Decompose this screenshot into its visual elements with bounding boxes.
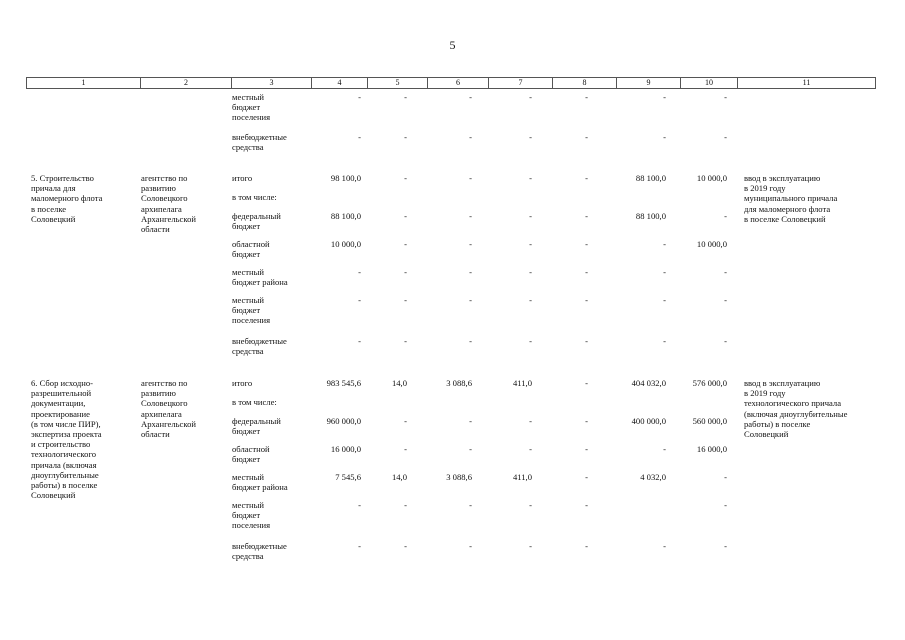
cell-value: 3 088,6 xyxy=(446,472,472,482)
cell-value: - xyxy=(404,211,407,221)
cell-value: - xyxy=(585,541,588,551)
column-header: 7 xyxy=(488,78,552,88)
cell-value: - xyxy=(358,267,361,277)
cell-value: 14,0 xyxy=(391,378,407,388)
cell-value: 10 000,0 xyxy=(696,239,727,249)
row-label: средства xyxy=(232,346,264,357)
cell-value: - xyxy=(404,267,407,277)
column-header: 1 xyxy=(81,78,86,87)
section-agency: архипелага xyxy=(141,203,182,214)
cell-value: - xyxy=(724,336,727,346)
cell-value: 14,0 xyxy=(391,472,407,482)
section-name: (в том числе ПИР), xyxy=(31,418,101,429)
cell-value: 88 100,0 xyxy=(635,211,666,221)
row-label: средства xyxy=(232,142,264,153)
cell-value: - xyxy=(469,444,472,454)
row-label: местный xyxy=(232,295,265,305)
section-agency: Архангельской xyxy=(141,213,196,224)
section-name: работы) в поселке xyxy=(31,480,98,490)
section-name: и строительство xyxy=(31,439,91,450)
cell-value: - xyxy=(358,541,361,551)
cell-value: - xyxy=(404,239,407,249)
cell-value: - xyxy=(358,92,361,102)
cell-value: - xyxy=(663,336,666,346)
section-name: 5. Строительство xyxy=(31,173,94,183)
row-label: областной xyxy=(232,239,270,249)
section-result: (включая дноуглубительные xyxy=(744,408,848,419)
cell-value: 10 000,0 xyxy=(330,239,361,249)
cell-value: - xyxy=(663,92,666,102)
cell-value: - xyxy=(358,336,361,346)
cell-value: - xyxy=(469,336,472,346)
section-name: причала (включая xyxy=(31,459,97,470)
row-label: местный xyxy=(232,92,265,102)
section-result: ввод в эксплуатацию xyxy=(744,173,821,183)
row-label: в том числе: xyxy=(232,397,277,407)
cell-value: - xyxy=(724,267,727,277)
section-name: документации, xyxy=(31,398,86,409)
section-name: технологического xyxy=(31,449,97,460)
section-result: технологического причала xyxy=(744,398,842,409)
cell-value: 983 545,6 xyxy=(326,378,361,388)
cell-value: 400 000,0 xyxy=(631,416,666,426)
section-agency: развитию xyxy=(141,388,176,399)
cell-value: - xyxy=(724,92,727,102)
row-label: внебюджетные xyxy=(232,132,287,142)
cell-value: - xyxy=(404,295,407,305)
cell-value: - xyxy=(529,336,532,346)
row-label: бюджет xyxy=(232,221,261,232)
cell-value: - xyxy=(529,267,532,277)
row-label: местный xyxy=(232,500,265,510)
row-label: бюджет xyxy=(232,249,261,260)
cell-value: - xyxy=(469,132,472,142)
row-label: бюджет xyxy=(232,102,261,113)
cell-value: 10 000,0 xyxy=(696,173,727,183)
cell-value: - xyxy=(404,541,407,551)
row-label: поселения xyxy=(232,315,271,326)
column-header: 6 xyxy=(427,78,488,88)
cell-value: - xyxy=(529,239,532,249)
cell-value: 98 100,0 xyxy=(330,173,361,183)
row-label: поселения xyxy=(232,112,271,123)
cell-value: - xyxy=(585,92,588,102)
cell-value: - xyxy=(469,211,472,221)
section-name: 6. Сбор исходно- xyxy=(31,378,93,388)
cell-value: - xyxy=(469,173,472,183)
section-name: проектирование xyxy=(31,408,90,419)
section-result: Соловецкий xyxy=(744,429,789,439)
row-label: бюджет xyxy=(232,305,261,316)
row-label: бюджет xyxy=(232,454,261,465)
cell-value: - xyxy=(663,541,666,551)
section-agency: архипелага xyxy=(141,408,182,419)
section-agency: агентство по xyxy=(141,173,188,183)
cell-value: 16 000,0 xyxy=(330,444,361,454)
cell-value: - xyxy=(724,472,727,482)
cell-value: 404 032,0 xyxy=(631,378,666,388)
column-header: 2 xyxy=(140,78,231,88)
section-name: Соловецкий xyxy=(31,490,76,501)
cell-value: - xyxy=(724,132,727,142)
cell-value: - xyxy=(404,173,407,183)
cell-value: - xyxy=(404,416,407,426)
cell-value: - xyxy=(358,295,361,305)
cell-value: 411,0 xyxy=(512,378,532,388)
cell-value: - xyxy=(585,267,588,277)
cell-value: - xyxy=(663,267,666,277)
cell-value: - xyxy=(529,92,532,102)
cell-value: - xyxy=(469,416,472,426)
cell-value: - xyxy=(469,295,472,305)
row-label: местный xyxy=(232,267,265,277)
cell-value: 960 000,0 xyxy=(326,416,361,426)
section-agency: агентство по xyxy=(141,378,188,388)
cell-value: - xyxy=(469,541,472,551)
section-result: работы) в поселке xyxy=(744,418,811,429)
cell-value: 16 000,0 xyxy=(696,444,727,454)
row-label: внебюджетные xyxy=(232,336,287,346)
cell-value: - xyxy=(404,444,407,454)
cell-value: - xyxy=(585,173,588,183)
cell-value: - xyxy=(404,336,407,346)
cell-value: - xyxy=(529,211,532,221)
section-name: экспертиза проекта xyxy=(31,429,102,439)
cell-value: - xyxy=(585,239,588,249)
row-label: бюджет района xyxy=(232,482,288,493)
cell-value: - xyxy=(529,173,532,183)
cell-value: - xyxy=(529,416,532,426)
cell-value: - xyxy=(469,267,472,277)
section-result: в поселке Соловецкий xyxy=(744,213,826,224)
cell-value: - xyxy=(529,541,532,551)
row-label: итого xyxy=(232,173,253,183)
cell-value: - xyxy=(724,500,727,510)
cell-value: - xyxy=(585,378,588,388)
section-agency: Соловецкого xyxy=(141,398,188,409)
section-agency: развитию xyxy=(141,183,176,194)
table-header-row xyxy=(26,77,876,89)
cell-value: - xyxy=(663,295,666,305)
section-name: дноуглубительные xyxy=(31,469,99,480)
section-agency: Архангельской xyxy=(141,418,196,429)
cell-value: - xyxy=(663,444,666,454)
cell-value: - xyxy=(585,500,588,510)
section-agency: Соловецкого xyxy=(141,193,188,204)
cell-value: - xyxy=(663,132,666,142)
cell-value: - xyxy=(724,211,727,221)
section-result: для маломерного флота xyxy=(744,203,831,214)
column-header: 4 xyxy=(311,78,367,88)
row-label: в том числе: xyxy=(232,192,277,202)
cell-value: - xyxy=(469,92,472,102)
row-label: внебюджетные xyxy=(232,541,287,551)
section-name: Соловецкий xyxy=(31,213,76,224)
cell-value: 7 545,6 xyxy=(335,472,361,482)
cell-value: - xyxy=(585,211,588,221)
cell-value: 88 100,0 xyxy=(330,211,361,221)
section-result: в 2019 году xyxy=(744,388,786,399)
cell-value: - xyxy=(529,295,532,305)
cell-value: 411,0 xyxy=(512,472,532,482)
row-label: бюджет xyxy=(232,510,261,521)
cell-value: - xyxy=(585,295,588,305)
cell-value: - xyxy=(529,444,532,454)
cell-value: - xyxy=(585,472,588,482)
section-result: в 2019 году xyxy=(744,183,786,194)
row-label: бюджет района xyxy=(232,277,288,288)
cell-value: - xyxy=(469,239,472,249)
cell-value: - xyxy=(663,239,666,249)
cell-value: - xyxy=(358,132,361,142)
cell-value: 4 032,0 xyxy=(640,472,666,482)
section-result: ввод в эксплуатацию xyxy=(744,378,821,388)
cell-value: - xyxy=(358,500,361,510)
cell-value: - xyxy=(724,541,727,551)
cell-value: 576 000,0 xyxy=(692,378,727,388)
cell-value: - xyxy=(585,336,588,346)
section-agency: области xyxy=(141,429,170,439)
section-result: муниципального причала xyxy=(744,193,838,204)
row-label: средства xyxy=(232,551,264,562)
row-label: итого xyxy=(232,378,253,388)
column-header: 11 xyxy=(737,78,875,88)
section-name: разрешительной xyxy=(31,388,92,399)
cell-value: - xyxy=(529,132,532,142)
column-header: 8 xyxy=(552,78,616,88)
cell-value: 560 000,0 xyxy=(692,416,727,426)
column-header: 3 xyxy=(231,78,311,88)
cell-value: - xyxy=(585,132,588,142)
cell-value: - xyxy=(404,92,407,102)
column-header: 5 xyxy=(367,78,427,88)
page-number: 5 xyxy=(449,38,456,52)
cell-value: - xyxy=(529,500,532,510)
cell-value: - xyxy=(404,500,407,510)
cell-value: - xyxy=(469,500,472,510)
section-agency: области xyxy=(141,224,170,234)
row-label: федеральный xyxy=(232,211,281,221)
row-label: бюджет xyxy=(232,426,261,437)
cell-value: - xyxy=(404,132,407,142)
cell-value: 88 100,0 xyxy=(635,173,666,183)
cell-value: - xyxy=(585,444,588,454)
row-label: поселения xyxy=(232,520,271,531)
column-header: 10 xyxy=(680,78,737,88)
section-name: маломерного флота xyxy=(31,193,103,204)
column-header: 9 xyxy=(616,78,680,88)
section-name: причала для xyxy=(31,183,76,194)
row-label: областной xyxy=(232,444,270,454)
section-name: в поселке xyxy=(31,203,67,214)
cell-value: 3 088,6 xyxy=(446,378,472,388)
row-label: местный xyxy=(232,472,265,482)
row-label: федеральный xyxy=(232,416,281,426)
cell-value: - xyxy=(585,416,588,426)
cell-value: - xyxy=(724,295,727,305)
